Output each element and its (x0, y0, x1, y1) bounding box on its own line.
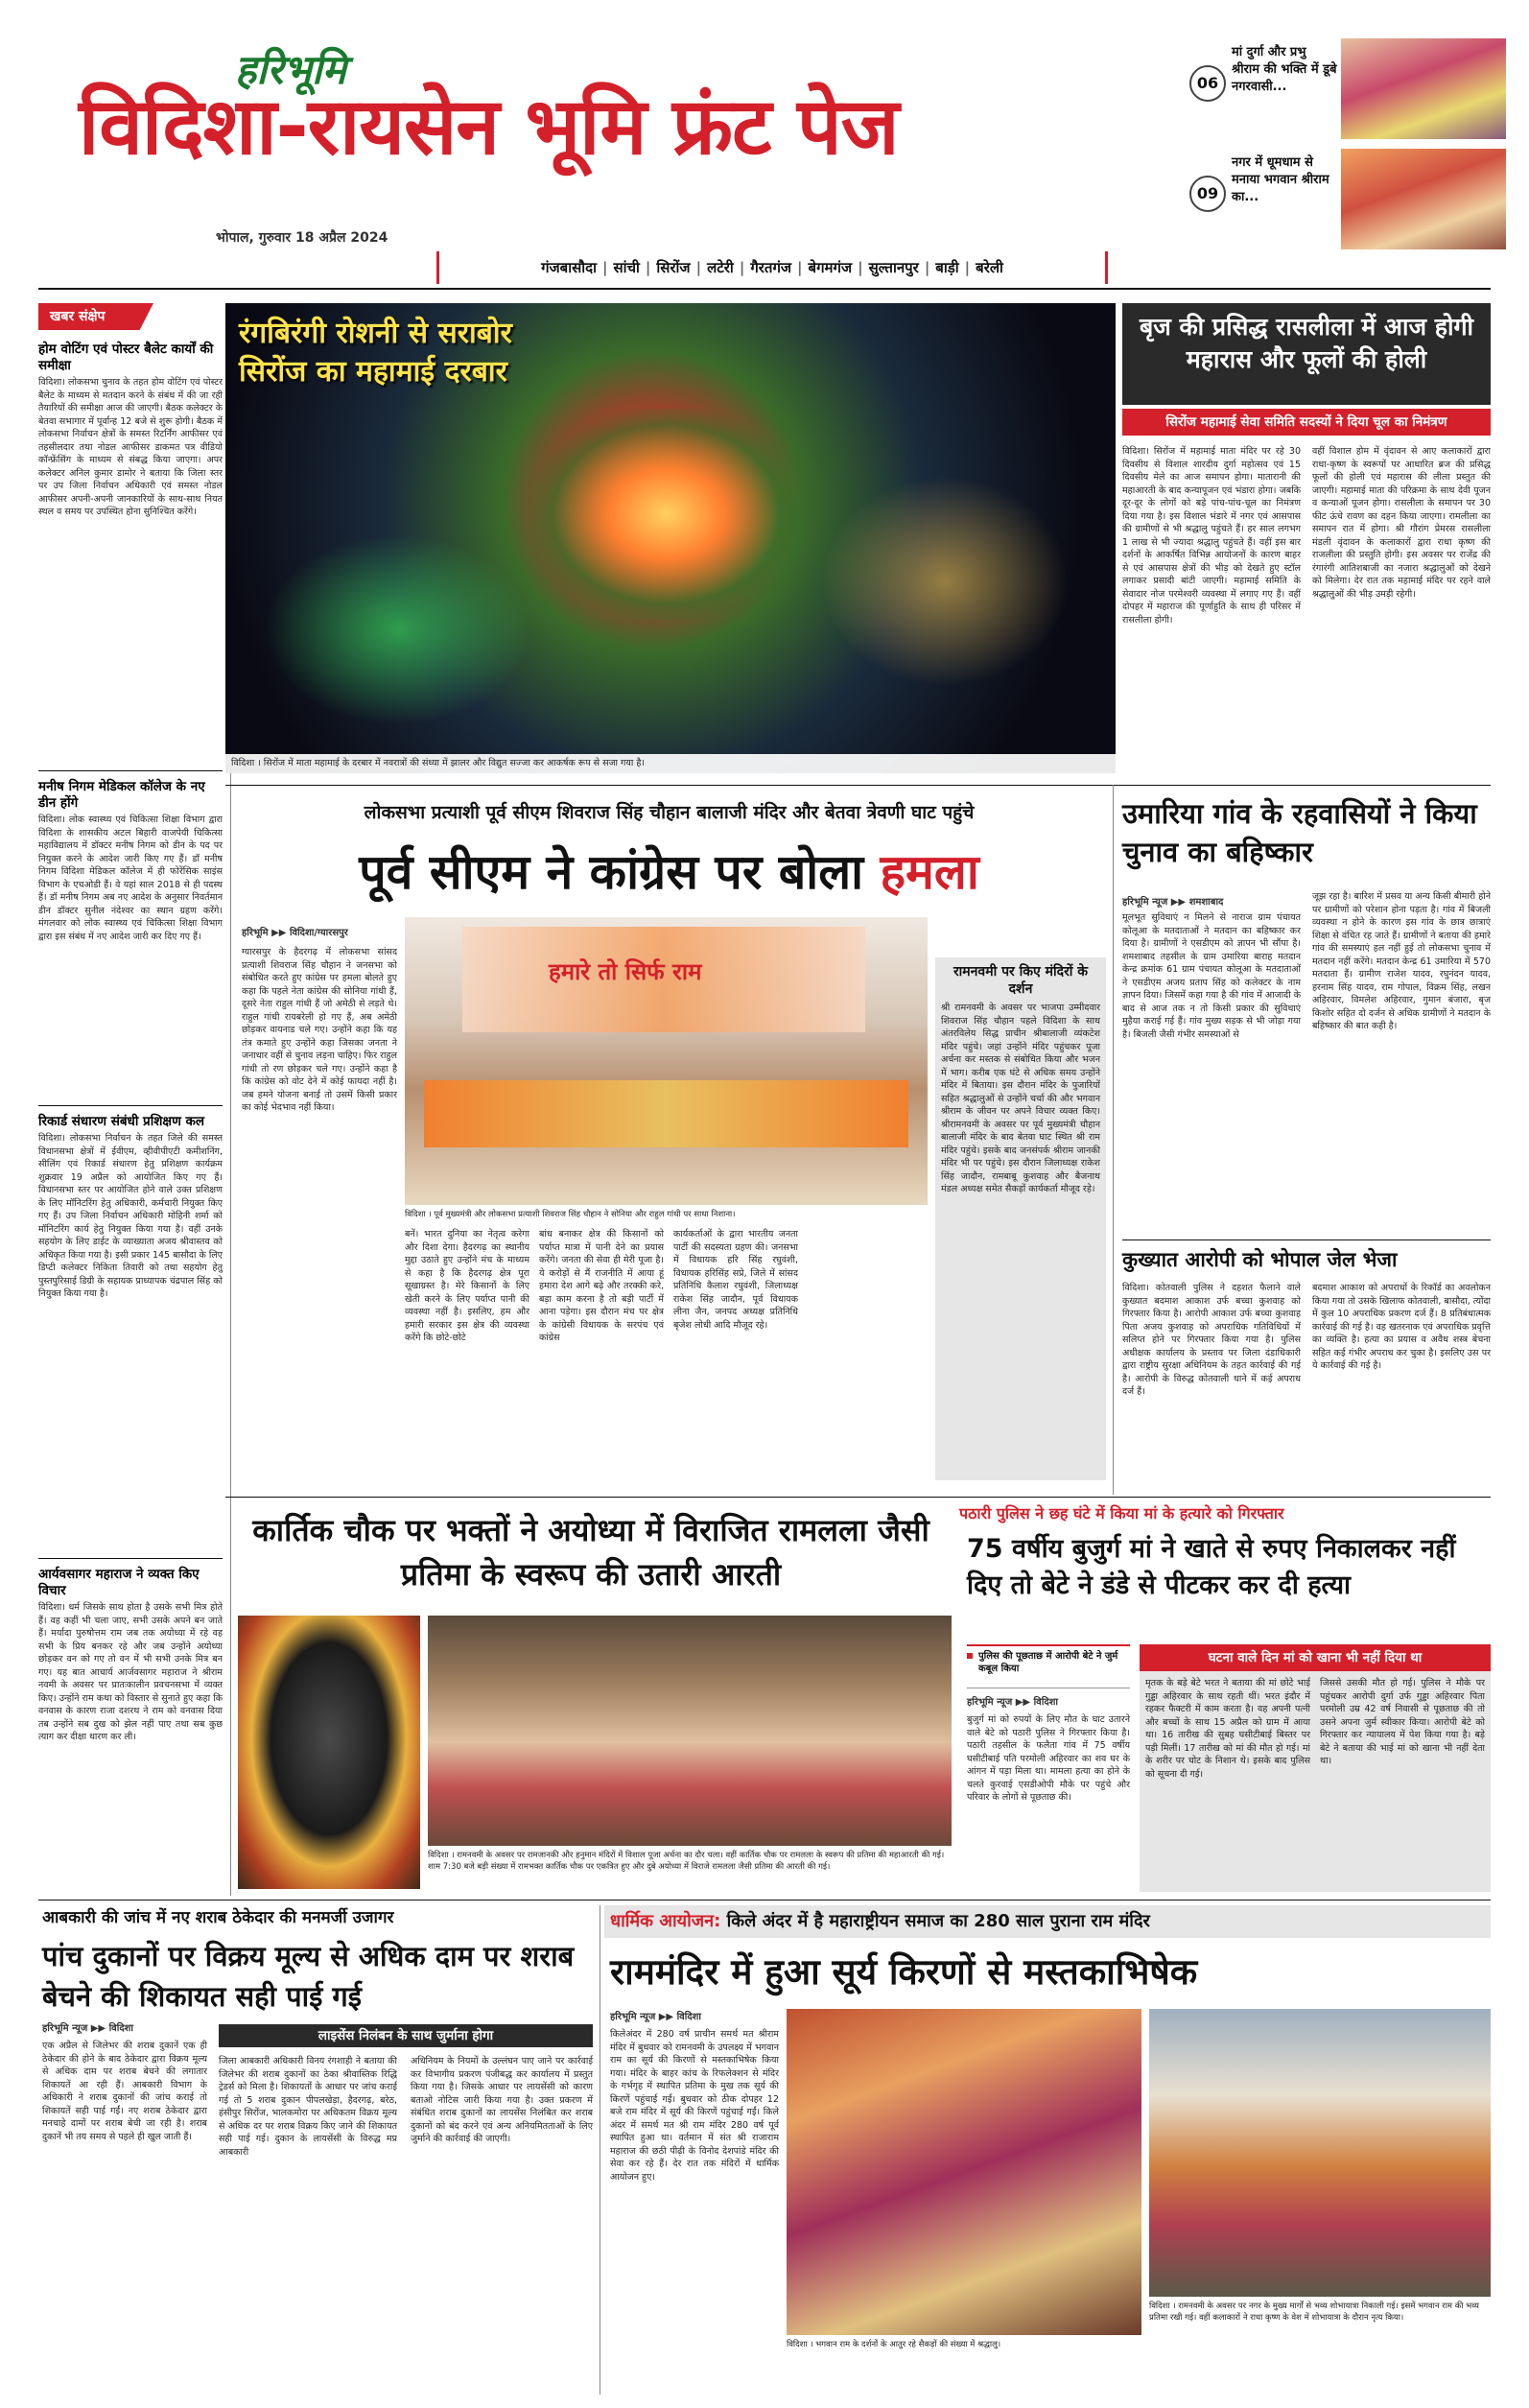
pathari-byline: हरिभूमि न्यूज ▶▶ विदिशा (967, 1697, 1059, 1708)
masthead (0, 0, 1529, 276)
divider (225, 1497, 1491, 1498)
town-separator: | (924, 259, 930, 276)
pathari-box-column-1: मृतक के बड़े बेटे भरत ने बताया की मां छोटे भाई गुड्डा अहिरवार के साथ रहती थीं। भरत इंदौर में रहकर फैक्टरी में काम करता है। वह अपनी पत्नी और बच्चों के साथ 15 अप्रैल को ग्राम में आया था। 16 तारीख की सुबह घसीटीबाई बिस्तर पर पड़ी मिलीं। 17 तारीख को मां की मौत हो गई। मां के शरीर पर चोट के निशान थे। इसके बाद पुलिस को सूचना दी गई। (1145, 1678, 1310, 1780)
jail-story (1122, 1245, 1491, 1495)
jail-column-2: बदमाश आकाश को अपराधों के रिकॉर्ड का अवलोकन किया गया तो उसके खिलाफ कोतवाली, बासौदा, त्योंदा में कुल 10 अपराधिक प्रकरण दर्ज हैं। 8 प्रतिबंधात्मक कार्रवाई की गई है। वह खतरनाक एवं अपराधिक प्रवृत्ति का व्यक्ति है। हत्या का प्रयास व अवैध शस्त्र बेचना सहित कई गंभीर अपराध कर चुका है। इसलिए उस पर ये कार्रवाई की गई है। (1312, 1283, 1491, 1371)
shivraj-photo (405, 917, 928, 1205)
rasleela-column-1: विदिशा। सिरोंज में महामाई माता मंदिर पर रहे 30 दिवसीय से विशाल शारदीय दुर्गा महोत्सव एवं 15 दिवसीय मेले का आज समापन होगा। मातारानी की महाआरती के बाद कन्यापूजन एवं भंडारा होगा। जबकि दूर-दूर के लोगों को बड़े पांच-पांच-चूल का निमंत्रण दिया गया है। इस विशाल भंडारे में नगर एवं आसपास की ग्रामीणों से भी श्रद्धालु पहुंचते हैं। हर साल लगभग 1 लाख से भी ज्यादा श्रद्धालु पहुंचते हैं। वहीं इस बार दर्शनों के आकर्षित विभिन्न आयोजनों के कारण बाहर से एवं आसपास क्षेत्रों की भीड़ को देखते हुए स्टॉल लगाकर प्रसादी बांटी जाएगी। महामाई समिति के सेवादार नोज परमेश्वरी व्यवस्था में लगाए गए हैं। वहीं दोपहर में महाराज की पूर्णाहुति के साथ ही परिसर में रासलीला होगी। (1122, 446, 1301, 626)
town-link[interactable]: बेगमगंज (808, 259, 853, 276)
pathari-box-column-2: जिससे उसकी मौत हो गई। पुलिस ने मौके पर पहुंचकर आरोपी दुर्गा उर्फ गुड्डा अहिरवार पिता परमोली उम्र 42 वर्ष निवासी से पूछताछ की तो उसने अपना जुर्म स्वीकार किया। आरोपी बेटे को गिरफ्तार कर न्यायालय में पेश किया गया है। बड़े बेटे ने बताया की भाई मां को खाना भी नहीं देता था। (1320, 1678, 1485, 1766)
shivraj-column-4: कार्यकर्ताओं के द्वारा भारतीय जनता पार्टी की सदस्यता ग्रहण की। जनसभा में विधायक हरि सिंह रघुवंशी, विधायक हरिसिंह सप्रे, जिले में सांसद प्रतिनिधि कैलाश रघुवंशी, जिलाध्यक्ष राकेश सिंह जादौन, पूर्व विधायक लीना जैन, जनपद अध्यक्ष प्रतिनिधि बृजेश लोधी आदि मौजूद रहे। (673, 1229, 798, 1331)
promo-page-number: 09 (1189, 176, 1226, 212)
pathari-story (959, 1502, 1491, 1894)
shivraj-story (230, 794, 1108, 1495)
pathari-kicker: पठारी पुलिस ने छह घंटे में किया मां के हत्यारे को गिरफ्तार (959, 1504, 1284, 1523)
promo-item[interactable] (1189, 36, 1506, 142)
surya-kicker-text: किले अंदर में है महाराष्ट्रीयन समाज का 280 साल पुराना राम मंदिर (726, 1911, 1150, 1931)
town-separator: | (797, 259, 803, 276)
shivraj-column-1: ग्यारसपुर के हैदरगढ़ में लोकसभा सांसद प्रत्याशी शिवराज सिंह चौहान ने जनसभा को संबोधित करते हुए कांग्रेस पर हमला बोलते हुए कहा कि पहले नेता कांग्रेस की सोनिया गांधी हैं, दूसरे नेता राहुल गांधी हैं जो अमेठी से लड़ते थे। राहुल गांधी रायबरेली हो गए हैं, अब अमेठी छोड़कर वायनाड चले गए। उन्होंने कहा कि यह तंत्र कमाते हुए उन्होंने कहा जिसका जनता ने जनाधार वहीं से चुनाव लड़ना चाहिए। फिर राहुल गांधी तो रण छोड़कर चले गए। उन्होंने कहा है कि कांग्रेस को वोट देने में कोई फायदा नहीं है। जब हमने योजना बनाई तो उसमें किसी प्रकार का कोई भेदभाव नहीं किया। (242, 947, 397, 1113)
lead-photo-caption: विदिशा । सिरोंज में माता महामाई के दरबार में नवरात्रों की संध्या में झालर और विद्युत सज्जा कर आकर्षक रूप से सजा गया है। (225, 754, 1116, 773)
liquor-story (38, 1905, 595, 2395)
surya-kicker (604, 1905, 1491, 1938)
sidebar-item (38, 1567, 223, 1889)
banner-text: हमारे तो सिर्फ राम (549, 958, 702, 985)
town-separator: | (739, 259, 745, 276)
promo-photo (1341, 149, 1506, 249)
rasleela-subhead: सिरोंज महामाई सेवा समिति सदस्यों ने दिया चूल का निमंत्रण (1122, 409, 1491, 436)
towns-list (439, 251, 1105, 284)
sidebar-item-body: विदिशा। लोकसभा चुनाव के तहत होम वोटिंग एवं पोस्टर बैलेट के माध्यम से मतदान करने के संबंध में की जा रही तैयारियों की समीक्षा आज की जाएगी। बैठक कलेक्टर के बेतवा सभागार में पूर्वान्ह 12 बजे से शुरू होगी। बैठक में लोकसभा निर्वाचन क्षेत्रों के समस्त रिटर्निंग आफीसर एवं तहसीलदार तथा नोडल आफीसर डाकमत पत्र वीडियो कॉन्फ्रेंसिंग के माध्यम से संबद्ध किया जाएगा। अपर कलेक्टर अनिल कुमार डामोर ने बताया कि जिला स्तर पर उप जिला निर्वाचन अधिकारी एवं समस्त नोडल आफीसर अपनी-अपनी जानकारियों के साथ-साथ नियत स्थल व समय पर उपस्थित होना सुनिश्चित करेंगे। (38, 377, 223, 517)
pathari-box (1140, 1644, 1491, 1892)
pathari-bullet (967, 1644, 1130, 1688)
shivraj-headline-accent: हमला (880, 844, 979, 900)
liquor-headline: पांच दुकानों पर विक्रय मूल्य से अधिक दाम पर शराब बेचने की शिकायत सही पाई गई (42, 1940, 575, 2013)
sidebar-header-label: खबर संक्षेप (50, 309, 106, 324)
overlay-line-2: सिरोंज का महामाई दरबार (239, 355, 507, 389)
umariya-byline: हरिभूमि न्यूज ▶▶ शमशाबाद (1122, 897, 1224, 908)
byline-place: विदिशा/ग्यारसपुर (289, 928, 348, 938)
liquor-subhead: लाइसेंस निलंबन के साथ जुर्माना होगा (219, 2024, 593, 2047)
divider (1122, 1239, 1491, 1240)
news-brief-sidebar (38, 303, 223, 1896)
surya-story (604, 1905, 1491, 2395)
town-link[interactable]: गंजबासौदा (541, 259, 597, 276)
sidebar-item (38, 779, 223, 1099)
promo-text: नगर में धूमधाम से मनाया भगवान श्रीराम का... (1232, 155, 1329, 204)
sidebar-item-headline: मनीष निगम मेडिकल कॉलेज के नए डीन होंगे (38, 779, 205, 811)
promo-text: मां दुर्गा और प्रभु श्रीराम की भक्ति में डूबे नगरवासी... (1232, 45, 1337, 94)
shivraj-byline: हरिभूमि ▶▶ विदिशा/ग्यारसपुर (242, 928, 348, 938)
surya-kicker-label: धार्मिक आयोजन: (610, 1911, 721, 1931)
town-link[interactable]: गैरतगंज (750, 259, 792, 276)
umariya-column-1: मूलभूत सुविधाएं न मिलने से नाराज ग्राम पंचायत कोलूआ के मतदाताओं ने मतदान का बहिष्कार कर दिया है। ग्रामीणों ने एसडीएम को ज्ञापन भी सौंपा है। शमशाबाद तहसील के ग्राम उमारिया बाराह मतदान केन्द्र क्रमांक 61 ग्राम पंचायत कोलूआ के मतदाताओं ने एसडीएम अजय प्रताप सिंह को कलेक्टर के नाम ज्ञापन दिया। जिसमें कहा गया है की गांव में आजादी के बाद से आज तक न तो किसी प्रकार की सुविधाएं मुहैया कराई गई हैं। गांव मुख्य सड़क से भी जोड़ा गया है। बिजली जैसी गंभीर समस्याओं से (1122, 912, 1301, 1040)
byline-brand: हरिभूमि (242, 928, 269, 938)
pathari-box-headline: घटना वाले दिन मां को खाना भी नहीं दिया था (1140, 1644, 1491, 1671)
brand-logo: हरिभूमि (235, 46, 346, 93)
towns-strip (436, 251, 1108, 284)
promo-item[interactable] (1189, 147, 1506, 252)
promo-page-number: 06 (1189, 65, 1226, 102)
surya-column-1: किलेअंदर में 280 वर्ष प्राचीन समर्थ मत श्रीराम मंदिर में बुधवार को रामनवमी के उपलक्ष्य में भगवान राम का सूर्य की किरणों से मस्तकाभिषेक किया गया। मंदिर के बाहर कांच के रिफलेक्शन से मंदिर के गर्भगृह में स्थापित प्रतिमा के मुख तक सूर्य की किरणें पहुंचाई गईं। बुधवार को ठीक दोपहर 12 बजे राम मंदिर में सूर्य की किरणें पहुंचाई गईं। किले अंदर में समर्थ मत श्री राम मंदिर 280 वर्ष पूर्व स्थापित हुआ था। वर्तमान में संत श्री राजाराम महाराज की छठी पीढ़ी के विनोद देशपांडे मंदिर की सेवा कर रहे हैं। देर रात तक मंदिरों में धार्मिक आयोजन हुए। (610, 2029, 779, 2183)
town-separator: | (695, 259, 702, 276)
sidebar-item-headline: आर्यवसागर महाराज ने व्यक्त किए विचार (38, 1567, 200, 1598)
masthead-divider (38, 288, 1491, 290)
shivraj-photo-caption: विदिशा । पूर्व मुख्यमंत्री और लोकसभा प्रत्याशी शिवराज सिंह चौहान ने सोनिया और राहुल गांधी पर साधा निशाना। (405, 1210, 736, 1219)
promo-photo (1341, 38, 1506, 139)
umariya-column-2: जूझ रहा है। बारिश में प्रसव या अन्य किसी बीमारी होने पर ग्रामीणों को परेशान होना पड़ता है। गांव में बिजली व्यवस्था न होने के कारण इस गांव के छात्र छात्राएं शिक्षा से वंचित रह जाते हैं। ग्रामीणों ने बताया की हमारे गांव की समस्याएं हल नहीं हुई तो लोकसभा चुनाव में मतदान नहीं करेंगे। मतदान केन्द्र 61 उमारिया में 570 मतदाता हैं। ग्रामीण राजेश यादव, रघुनंदन यादव, हरनाम सिंह यादव, राम गोपाल, विक्रम सिंह, लखन अहिरवार, विमलेश अहिरवार, गुमान बंजारा, बृज किशोर सहित दो दर्जन से अधिक ग्रामीणों ने मतदान के बहिष्कार की बात कही है। (1312, 891, 1491, 1031)
pathari-body: बुजुर्ग मां को रुपयों के लिए मौत के घाट उतारने वाले बेटे को पठारी पुलिस ने गिरफ्तार किया है। पठारी तहसील के फलैता गांव में 75 वर्षीय घसीटीबाई पति परमोली अहिरवार का शव घर के आंगन में पड़ा मिला था। मामला हत्या का होने के चलते कुरवाई एसडीओपी मौके पर पहुंचे और परिवार के लोगों से पूछताछ की। (967, 1714, 1130, 1803)
lead-photo (225, 303, 1116, 773)
town-separator: | (601, 259, 608, 276)
shivraj-column-2: बनें। भारत दुनिया का नेतृत्व करेगा और दिशा देगा। हैदरगढ़ का स्थानीय मुद्दा उठाते हुए उन्होंने मंच के माध्यम से कहा है कि हैदरगढ़ क्षेत्र पूरा सूखाग्रस्त है। मेरे किसानों के लिए खेती करने के लिए पर्याप्त पानी की व्यवस्था नहीं है। इसलिए, हम और हमारी सरकार इस क्षेत्र की व्यवस्था करेंगे कि छोटे-छोटे (405, 1229, 529, 1343)
sidebar-item-headline: रिकार्ड संधारण संबंधी प्रशिक्षण कल (38, 1114, 205, 1129)
shivraj-headline (230, 840, 1108, 904)
liquor-column-1: एक अप्रैल से जिलेभर की शराब दुकानें एक ही ठेकेदार की होने के बाद ठेकेदार द्वारा विक्रय मूल्य से अधिक दाम पर शराब बेचने की लगातार शिकायतें आ रही हैं। आबकारी विभाग के अधिकारी ने शराब दुकानों की जांच कराई तो शिकायतें सही पाई गईं। नए शराब ठेकेदार द्वारा मनचाहे दामों पर शराब बेची जा रही है। शराब दुकानें भी तय समय से पहले ही खुल जाती हैं। (42, 2041, 207, 2142)
pathari-headline: 75 वर्षीय बुजुर्ग मां ने खाते से रुपए निकालकर नहीं दिए तो बेटे ने डंडे से पीटकर कर दी हत्या (967, 1534, 1456, 1600)
surya-byline: हरिभूमि न्यूज ▶▶ विदिशा (610, 2012, 702, 2022)
surya-caption-2: विदिशा । रामनवमी के अवसर पर नगर के मुख्य मार्गों से भव्य शोभायात्रा निकाली गई। इसमें भगवान राम की भव्य प्रतिमा रखी गई। वहीं कलाकारों ने राधा कृष्ण के वेश में शोभायात्रा के दौरान नृत्य किया। (1149, 2302, 1479, 2323)
sidebar-item-headline: होम वोटिंग एवं पोस्टर बैलेट कार्यों की समीक्षा (38, 342, 214, 373)
town-separator: | (645, 259, 651, 276)
town-separator: | (964, 259, 971, 276)
ramnavami-headline: रामनवमी पर किए मंदिरों के दर्शन (953, 964, 1089, 997)
liquor-kicker: आबकारी की जांच में नए शराब ठेकेदार की मनमर्जी उजागर (42, 1908, 394, 1927)
surya-photo-2 (1149, 2009, 1491, 2297)
shivraj-column-3: बांध बनाकर क्षेत्र की किसानों को पर्याप्त मात्रा में पानी देने का प्रयास करेंगे। जनता की सेवा ही मेरी पूजा है। ये करोड़ों से मैं राजनीति में आया हूं हमारा देश आगे बढ़े और तरक्की करे, बड़ा काम करना है तो बड़ी पार्टी में आना पड़ेगा। इस दौरान मंच पर क्षेत्र के कांग्रेसी विधायक के सरपंच एवं कांग्रेस (539, 1229, 664, 1343)
rasleela-story (1122, 303, 1491, 773)
sidebar-item-body: विदिशा। धर्म जिसके साथ होता है उसके सभी मित्र होते हैं। वह कहीं भी चला जाए, सभी उसके अपने बन जाते हैं। मर्यादा पुरुषोत्तम राम जब तक अयोध्या में रहे वह सभी के प्रिय बनकर रहे और जब उन्होंने अयोध्या छोड़कर वन को गए तो वन में भी सभी उनके मित्र बन गए। यह बात आचार्य आर्जवसागर महाराज ने श्रीराम नवमी के अवसर पर प्रातःकालीन प्रवचनसभा में व्यक्त किए। उन्होंने राम कथा को विस्तार से सुनाते हुए कहा कि वनवास के कारण राजा दशरथ ने राम को वनवास दिया तब उन्होंने सब दुख को झेल नहीं पाए तथा सब कुछ त्याग कर दीक्षा धारण कर ली। (38, 1602, 223, 1742)
pathari-bullet-text: पुलिस की पूछताछ में आरोपी बेटे ने जुर्म कबूल किया (978, 1651, 1118, 1674)
promo-block (1189, 36, 1506, 252)
sidebar-item-body: विदिशा। लोकसभा निर्वाचन के तहत जिले की समस्त विधानसभा क्षेत्रों में ईवीएम, व्हीवीपीएटी कमीशनिंग, सीलिंग एवं रिकार्ड संधारण हेतु प्रशिक्षण कार्यक्रम शुक्रवार 19 अप्रैल को आयोजित किए गए हैं। विधानसभा स्तर पर आयोजित होने वाले उक्त प्रशिक्षण के लिए मॉनिटरिंग हेतु अधिकारी, कर्मचारी नियुक्त किए गए हैं। उप जिला निर्वाचन अधिकारी मोहिनी शर्मा को मॉनिटरिंग कार्य हेतु नियुक्त किया गया है। वहीं उनके सहयोग के लिए डाईट के व्याख्याता अजय श्रीवास्तव को अधिकृत किया गया है। इसी प्रकार 145 बासौदा के लिए डिप्टी कलेक्टर निकिता तिवारी को तथा सहयोग हेतु पुस्तपुरिसाई डिग्री के सहायक प्राध्यापक चंद्रपाल सिंह को नियुक्त किया गया है। (38, 1133, 223, 1299)
liquor-byline: हरिभूमि न्यूज ▶▶ विदिशा (42, 2023, 134, 2034)
surya-caption-1: विदिशा । भगवान राम के दर्शनों के आतुर रहे सैकड़ों की संख्या में श्रद्धालु। (787, 2340, 1001, 2349)
kartik-caption: विदिशा । रामनवमी के अवसर पर रामजानकी और हनुमान मंदिरों में विशाल पूजा अर्चना का दौर चला। वहीं कार्तिक चौक पर रामलला के स्वरूप की प्रतिमा की महाआरती की गई। शाम 7:30 बजे बड़ी संख्या में रामभक्त कार्तिक चौक पर एकत्रित हुए और दुबे अयोध्या में विराजे रामलला जैसी प्रतिमा की आरती की गई। (428, 1851, 945, 1872)
town-link[interactable]: सांची (613, 259, 640, 276)
liquor-column-2: जिला आबकारी अधिकारी विनय रंगशाही ने बताया की जिलेभर की शराब दुकानों का ठेका श्रीवास्तिक रिद्धि ट्रेडर्स को मिला है। शिकायतों के आधार पर जांच कराई गई तो 5 शराब दुकान पीपलखेड़ा, हैदरगढ़, बरेठ, हंसीपुर सिरोंज, भालकमोरा पर अधिकतम विक्रय मूल्य से अधिक दर पर शराब विक्रय किए जाने की शिकायत सही पाई गई। दुकान के लायसेंसी के विरुद्ध मप्र आबकारी (219, 2056, 397, 2158)
umariya-story (1122, 794, 1491, 1236)
rasleela-column-2: वहीं विशाल होम में वृंदावन से आए कलाकारों द्वारा राधा-कृष्ण के स्वरूपों पर आधारित ब्रज की प्रसिद्ध फूलों की होली एवं महारास की लीला प्रस्तुत की जाएगी। महामाई माता की परिक्रमा के साथ देवी पूजन व कन्याओं पूजन होगा। रासलीला के समापन पर 30 फीट ऊंचे रावण का दहन किया जाएगा। रामलीला का समापन रात में होगा। श्री गौरांग प्रेमरस रासलीला मंडली वृंदावन के कलाकारों द्वारा राधा कृष्ण की राजलीला की प्रस्तुति होगी। इस अवसर पर राजेंद्र की रंगारंगी आतिशबाजी का नजारा श्रद्धालुओं को देखने को मिलेगा। देर रात तक महामाई मंदिर पर रहने वाले श्रद्धालुओं की भीड़ उमड़ी रहेगी। (1312, 446, 1491, 600)
sidebar-item (38, 342, 223, 762)
ramlalla-photo (238, 1616, 420, 1889)
jail-headline: कुख्यात आरोपी को भोपाल जेल भेजा (1122, 1248, 1398, 1271)
liquor-column-3: अधिनियम के नियमों के उल्लंघन पाए जाने पर कार्रवाई कर विभागीय प्रकरण पंजीबद्ध कर कार्यालय में प्रस्तुत किया गया है। जिसके आधार पर लायसेंसी को कारण बताओ नोटिस जारी किया गया है। उक्त प्रकरण में संबंधित शराब दुकानों का लायसेंस निलंबित कर शराब दुकानों को बंद करने एवं अन्य अनियमितताओं के लिए जुर्माने की कार्रवाई की जाएगी। (411, 2056, 593, 2144)
ramnavami-box (935, 957, 1106, 1480)
ramnavami-body: श्री रामनवमी के अवसर पर भाजपा उम्मीदवार शिवराज सिंह चौहान पहले विदिशा के साथ अंतरविलेय सिद्ध प्राचीन श्रीबालाजी व्यंकटेश मंदिर पहुंचे। जहां उन्होंने मंदिर पहुंचकर पूजा अर्चना कर मस्तक से संबोधित किया और भजन में भाग। करीब एक घंटे से अधिक समय उन्होंने मंदिर में बिताया। इस दौरान मंदिर के पुजारियों सहित श्रद्धालुओं से उन्होंने चर्चा की और भगवान श्रीराम के जीवन पर अपने विचार व्यक्त किए। श्रीरामनवमी के अवसर पर पूर्व मुख्यमंत्री चौहान बालाजी मंदिर के बाद बेतवा घाट स्थित श्री राम मंदिर पहुंचे। इसके बाद जनसंपर्क श्रीराम जानकी मंदिर भी पर पहुंचे। इस दौरान जिलाध्यक्ष राकेश सिंह जादौन, रामबाबू कुशवाह और बैजनाथ मंडल अध्यक्ष समेत सैकड़ों कार्यकर्ता मौजूद रहे। (941, 1003, 1100, 1194)
town-link[interactable]: बाड़ी (935, 259, 959, 276)
dateline: भोपाल, गुरुवार 18 अप्रैल 2024 (216, 230, 388, 246)
town-separator: | (858, 259, 863, 276)
umariya-headline: उमारिया गांव के रहवासियों ने किया चुनाव का बहिष्कार (1122, 797, 1477, 868)
page-title: विदिशा-रायसेन भूमि फ्रंट पेज (79, 82, 899, 173)
shivraj-kicker: लोकसभा प्रत्याशी पूर्व सीएम शिवराज सिंह चौहान बालाजी मंदिर और बेतवा त्रेवणी घाट पहुंचे (364, 802, 975, 823)
sidebar-item (38, 1114, 223, 1545)
jail-column-1: विदिशा। कोतवाली पुलिस ने दहशत फैलाने वाले कुख्यात बदमाश आकाश उर्फ बच्चा कुशवाह को गिरफ्तार किया है। आरोपी आकाश उर्फ बच्चा कुशवाह पिता अजय कुशवाह को अपराधिक गतिविधियों में सलिप्त होने पर गिरफ्तार किया गया है। पुलिस अधीक्षक कार्यालय के प्रस्ताव पर जिला दंडाधिकारी द्वारा राष्ट्रीय सुरक्षा अधिनियम के तहत कार्रवाई की गई है। आरोपी के विरुद्ध कोतवाली थाने में कई अपराध दर्ज हैं। (1122, 1283, 1301, 1397)
town-link[interactable]: सिरोंज (656, 259, 691, 276)
surya-photo-1 (787, 2009, 1141, 2335)
town-link[interactable]: बरेली (976, 259, 1003, 276)
town-link[interactable]: सुल्तानपुर (868, 259, 919, 276)
kartik-story (230, 1502, 952, 1894)
sidebar-header (38, 303, 223, 330)
kartik-headline: कार्तिक चौक पर भक्तों ने अयोध्या में विराजित रामलला जैसी प्रतिमा के स्वरूप की उतारी आरती (252, 1512, 929, 1593)
divider (225, 785, 1491, 786)
rasleela-headline: बृज की प्रसिद्ध रासलीला में आज होगी महारास और फूलों की होली (1139, 313, 1474, 373)
aarti-photo (428, 1616, 952, 1846)
sidebar-item-body: विदिशा। लोक स्वास्थ्य एवं चिकित्सा शिक्षा विभाग द्वारा विदिशा के शासकीय अटल बिहारी वाजपेयी चिकित्सा महाविद्यालय में डॉक्टर मनीष निगम को डीन के पद पर नियुक्त करने के आदेश जारी किए गए हैं। डॉ मनीष निगम विदिशा मेडिकल कॉलेज में ही फोरेंसिक साइंस विभाग के एचओडी हैं। वे यहां साल 2018 से ही पदस्थ हैं। डॉ मनीष निगम अब नए आदेश के अनुसार निवर्तमान डीन डॉक्टर सुनील नंदेश्वर का स्थान ग्रहण करेंगे। मंगलवार को लोक स्वास्थ्य एवं चिकित्सा शिक्षा विभाग द्वारा इस संबंध में नए आदेश जारी कर दिए गए हैं। (38, 814, 223, 942)
overlay-line-1: रंगबिरंगी रोशनी से सराबोर (239, 317, 512, 350)
shivraj-headline-main: पूर्व सीएम ने कांग्रेस पर बोला (359, 844, 864, 900)
lead-photo-overlay-title (239, 315, 512, 391)
surya-headline: राममंदिर में हुआ सूर्य किरणों से मस्तकाभिषेक (610, 1951, 1198, 1993)
divider (1113, 785, 1114, 1495)
town-link[interactable]: लटेरी (707, 259, 734, 276)
rasleela-headline-band (1122, 303, 1491, 405)
